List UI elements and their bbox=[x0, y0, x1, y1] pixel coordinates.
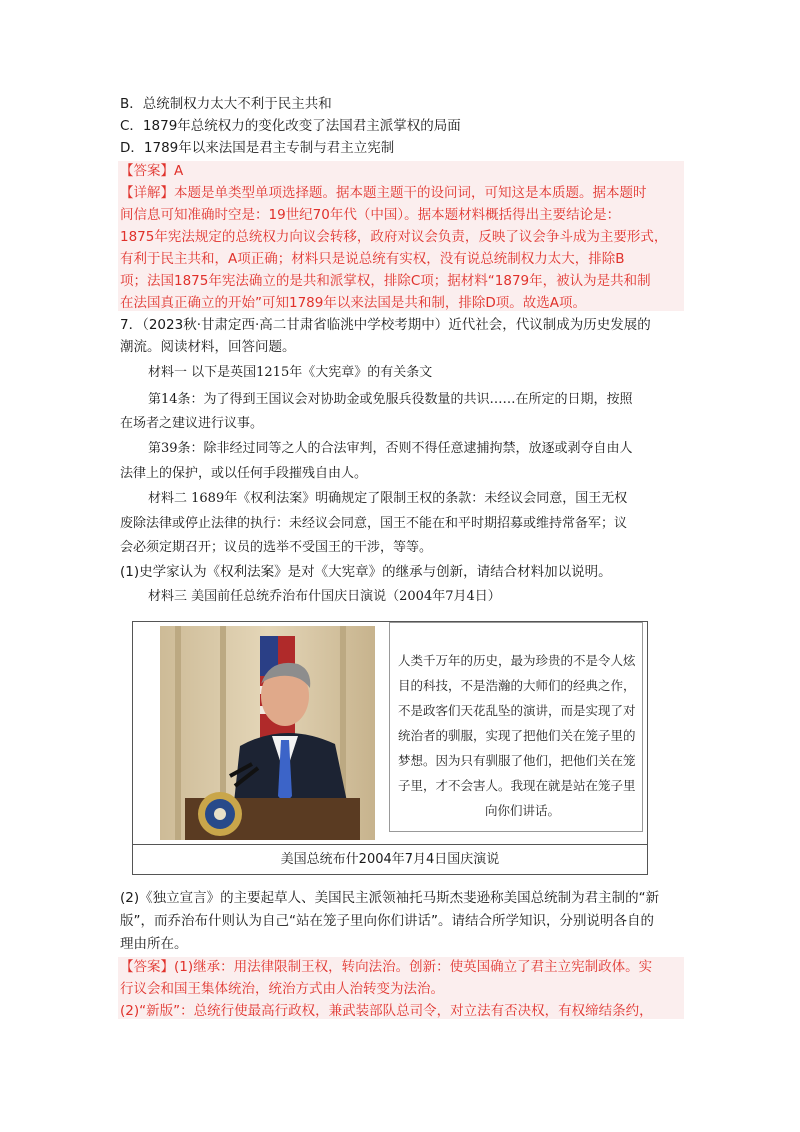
quote-line-4: 统治者的驯服，实现了把他们关在笼子里的 bbox=[398, 728, 636, 743]
subquestion-2-line-3: 理由所在。 bbox=[120, 936, 188, 952]
option-d: D．1789年以来法国是君主专制与君主立宪制 bbox=[120, 140, 395, 156]
subquestion-1: (1)史学家认为《权利法案》是对《大宪章》的继承与创新，请结合材料加以说明。 bbox=[120, 564, 612, 580]
speech-photo-illustration bbox=[160, 626, 375, 840]
quote-line-1: 人类千万年的历史，最为珍贵的不是令人炫 bbox=[398, 653, 636, 668]
detail-line-5: 项；法国1875年宪法确立的是共和派掌权，排除C项；据材料“1879年，被认为是共和制 bbox=[120, 273, 651, 289]
material2-line-2: 废除法律或停止法律的执行：未经议会同意，国王不能在和平时期招募或维持常备军；议 bbox=[120, 516, 628, 531]
material2-line-3: 会必须定期召开；议员的选举不受国王的干涉，等等。 bbox=[120, 540, 433, 555]
question7-stem-2: 潮流。阅读材料，回答问题。 bbox=[120, 339, 296, 355]
material1-title: 材料一 以下是英国1215年《大宪章》的有关条文 bbox=[148, 365, 433, 380]
detail-line-1: 【详解】本题是单类型单项选择题。据本题主题干的设问词，可知这是本质题。据本题时 bbox=[120, 185, 647, 201]
quote-box bbox=[389, 622, 643, 832]
answer7-line-2: 行议会和国王集体统治，统治方式由人治转变为法治。 bbox=[120, 981, 444, 997]
quote-line-2: 目的科技，不是浩瀚的大师们的经典之作， bbox=[398, 678, 636, 693]
subquestion-2-line-1: (2)《独立宣言》的主要起草人、美国民主派领袖托马斯杰斐逊称美国总统制为君主制的“新 bbox=[120, 890, 660, 906]
answer7-line-1: 【答案】(1)继承：用法律限制王权，转向法治。创新：使英国确立了君主立宪制政体。实 bbox=[120, 959, 653, 975]
quote-line-6: 子里，才不会害人。我现在就是站在笼子里 bbox=[398, 778, 636, 793]
detail-line-2: 间信息可知准确时空是：19世纪70年代（中国）。据本题材料概括得出主要结论是： bbox=[120, 207, 621, 223]
material1-line-1: 第14条：为了得到王国议会对协助金或免服兵役数量的共识……在所定的日期，按照 bbox=[148, 392, 633, 407]
detail-line-4: 有利于民主共和，A项正确；材料只是说总统有实权，没有说总统制权力太大，排除B bbox=[120, 251, 625, 267]
speech-photo bbox=[160, 626, 375, 840]
quote-line-3: 不是政客们天花乱坠的演讲，而是实现了对 bbox=[398, 703, 636, 718]
quote-line-5: 梦想。因为只有驯服了他们，把他们关在笼 bbox=[398, 753, 636, 768]
figure-caption: 美国总统布什2004年7月4日国庆演说 bbox=[280, 852, 500, 867]
question7-stem-1: 7．（2023秋·甘肃定西·高二甘肃省临洮中学校考期中）近代社会，代议制成为历史发展的 bbox=[120, 317, 651, 333]
material1-line-4: 法律上的保护，或以任何手段摧残自由人。 bbox=[120, 466, 368, 481]
material3-title: 材料三 美国前任总统乔治布什国庆日演说（2004年7月4日） bbox=[148, 589, 501, 604]
material2-line-1: 材料二 1689年《权利法案》明确规定了限制王权的条款：未经议会同意，国王无权 bbox=[148, 491, 628, 506]
option-c: C．1879年总统权力的变化改变了法国君主派掌权的局面 bbox=[120, 118, 461, 134]
figure-divider bbox=[133, 844, 647, 845]
option-b: B．总统制权力太大不利于民主共和 bbox=[120, 96, 332, 112]
subquestion-2-line-2: 版”，而乔治布什则认为自己“站在笼子里向你们讲话”。请结合所学知识，分别说明各自的 bbox=[120, 913, 654, 929]
material1-line-3: 第39条：除非经过同等之人的合法审判，否则不得任意逮捕拘禁，放逐或剥夺自由人 bbox=[148, 441, 633, 456]
answer-label: 【答案】A bbox=[120, 163, 184, 179]
speech-figure bbox=[132, 621, 648, 875]
detail-line-3: 1875年宪法规定的总统权力向议会转移，政府对议会负责，反映了议会争斗成为主要形式， bbox=[120, 229, 668, 245]
material1-line-2: 在场者之建议进行议事。 bbox=[120, 416, 264, 431]
detail-line-6: 在法国真正确立的开始”可知1789年以来法国是共和制，排除D项。故选A项。 bbox=[120, 295, 586, 311]
answer7-line-3: (2)“新版”：总统行使最高行政权，兼武装部队总司令，对立法有否决权，有权缔结条约， bbox=[120, 1003, 653, 1019]
quote-line-7: 向你们讲话。 bbox=[485, 803, 561, 818]
